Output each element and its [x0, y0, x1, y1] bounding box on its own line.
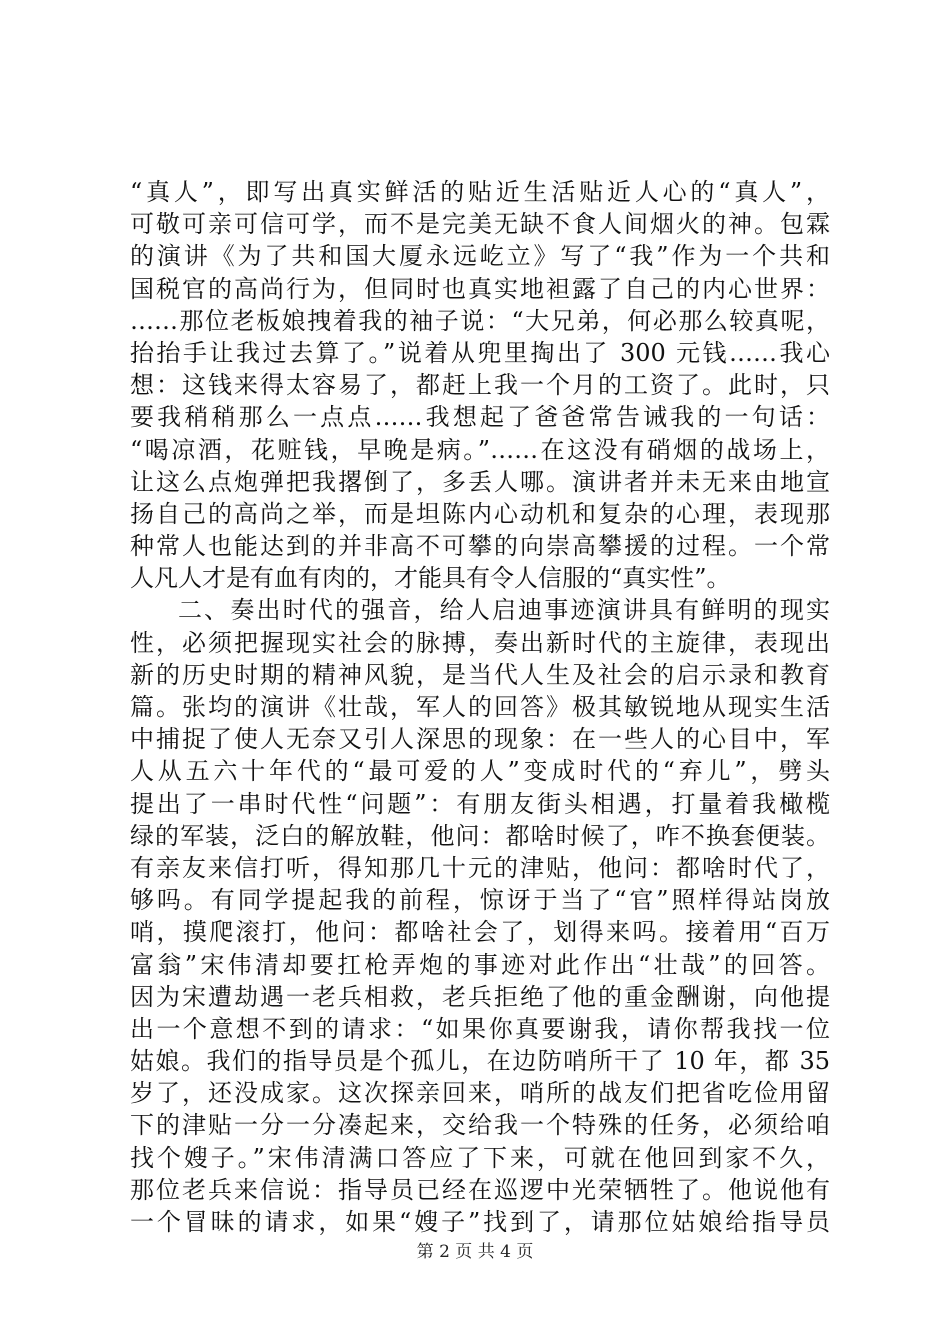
- text-line: 二、奏出时代的强音，给人启迪事迹演讲具有鲜明的现实: [178, 596, 830, 625]
- text-line: 国税官的高尚行为，但同时也真实地袒露了自己的内心世界：: [130, 274, 830, 303]
- text-line: 哨，摸爬滚打，他问：都啥社会了，划得来吗。接着用“百万: [130, 918, 830, 947]
- text-line: 一个冒昧的请求，如果“嫂子”找到了，请那位姑娘给指导员: [130, 1208, 830, 1236]
- text-line: 的演讲《为了共和国大厦永远屹立》写了“我”作为一个共和: [130, 242, 830, 271]
- text-line: 绿的军装，泛白的解放鞋，他问：都啥时候了，咋不换套便装。: [130, 821, 830, 850]
- text-line: “真人”，即写出真实鲜活的贴近生活贴近人心的“真人”，: [130, 178, 830, 206]
- text-line: 下的津贴一分一分凑起来，交给我一个特殊的任务，必须给咱: [130, 1111, 830, 1140]
- text-line: 可敬可亲可信可学，而不是完美无缺不食人间烟火的神。包霖: [130, 210, 830, 239]
- text-line: 篇。张均的演讲《壮哉，军人的回答》极其敏锐地从现实生活: [130, 693, 830, 721]
- text-line: 种常人也能达到的并非高不可攀的向崇高攀援的过程。一个常: [130, 532, 830, 561]
- text-line: 岁了，还没成家。这次探亲回来，哨所的战友们把省吃俭用留: [130, 1079, 830, 1108]
- text-line: 抬抬手让我过去算了。”说着从兜里掏出了 300 元钱……我心: [130, 338, 830, 367]
- text-line: 姑娘。我们的指导员是个孤儿，在边防哨所干了 10 年，都 35: [130, 1047, 830, 1076]
- text-line: 那位老兵来信说：指导员已经在巡逻中光荣牺牲了。他说他有: [130, 1175, 830, 1204]
- text-line: 要我稍稍那么一点点……我想起了爸爸常告诫我的一句话：: [130, 403, 830, 432]
- text-line: 扬自己的高尚之举，而是坦陈内心动机和复杂的心理，表现那: [130, 499, 830, 528]
- text-line: 人凡人才是有血有肉的，才能具有令人信服的“真实性”。: [130, 564, 731, 593]
- text-line: 提出了一串时代性“问题”：有朋友街头相遇，打量着我橄榄: [130, 789, 830, 818]
- body-text: [130, 176, 830, 1238]
- text-line: 性，必须把握现实社会的脉搏，奏出新时代的主旋律，表现出: [130, 628, 830, 657]
- text-line: 新的历史时期的精神风貌，是当代人生及社会的启示录和教育: [130, 660, 830, 689]
- text-line: 富翁”宋伟清却要扛枪弄炮的事迹对此作出“壮哉”的回答。: [130, 950, 830, 979]
- text-line: 找个嫂子。”宋伟清满口答应了下来，可就在他回到家不久，: [130, 1143, 830, 1172]
- text-line: ……那位老板娘拽着我的袖子说：“大兄弟，何必那么较真呢，: [130, 306, 830, 335]
- text-line: 让这么点炮弹把我撂倒了，多丢人哪。演讲者并未无来由地宣: [130, 467, 830, 496]
- text-line: 人从五六十年代的“最可爱的人”变成时代的“弃儿”，劈头: [130, 757, 830, 786]
- text-line: 因为宋遭劫遇一老兵相救，老兵拒绝了他的重金酬谢，向他提: [130, 982, 830, 1011]
- text-line: 出一个意想不到的请求：“如果你真要谢我，请你帮我找一位: [130, 1014, 830, 1043]
- page-footer: 第 2 页 共 4 页: [416, 1242, 534, 1262]
- text-line: “喝凉酒，花赃钱，早晚是病。”……在这没有硝烟的战场上，: [130, 435, 830, 464]
- text-line: 有亲友来信打听，得知那几十元的津贴，他问：都啥时代了，: [130, 853, 830, 882]
- text-line: 中捕捉了使人无奈又引人深思的现象：在一些人的心目中，军: [130, 725, 830, 754]
- text-line: 够吗。有同学提起我的前程，惊讶于当了“官”照样得站岗放: [130, 886, 830, 915]
- text-line: 想：这钱来得太容易了，都赶上我一个月的工资了。此时，只: [130, 371, 830, 400]
